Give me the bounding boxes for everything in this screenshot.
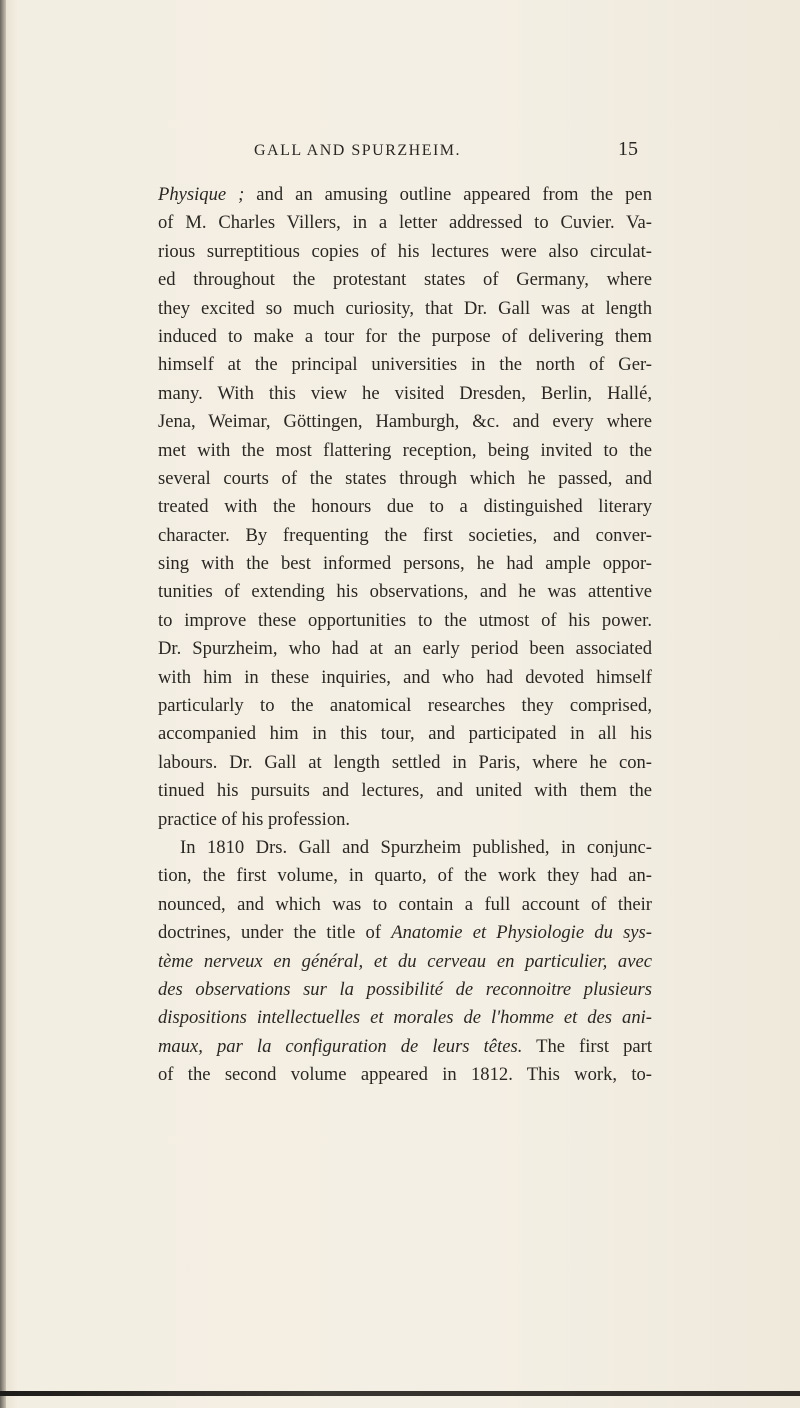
text-line (158, 777, 652, 805)
text-run: Jena, Weimar, Göttingen, Hamburgh, &c. and every where (158, 411, 652, 433)
text-line (158, 720, 652, 748)
text-line (158, 692, 652, 720)
text-run: particularly to the anatomical researches they comprised, (158, 695, 652, 717)
text-line (158, 465, 652, 493)
text-line (158, 323, 652, 351)
text-run: many. With this view he visited Dresden, Berlin, Hallé, (158, 382, 652, 404)
text-run: accompanied him in this tour, and participated in all his (158, 723, 652, 745)
text-line (158, 181, 652, 209)
page-spine-shadow (0, 0, 6, 1408)
text-line (158, 607, 652, 635)
text-run: and an amusing outline appeared from the pen (244, 184, 652, 205)
text-line (158, 493, 652, 521)
text-line (158, 834, 652, 862)
text-run: character. By frequenting the first societies, and conver- (158, 524, 652, 546)
text-run: of M. Charles Villers, in a letter addressed to Cuvier. Va- (158, 212, 652, 234)
text-run: met with the most flattering reception, being invited to the (158, 439, 652, 461)
text-line (158, 550, 652, 578)
text-run: treated with the honours due to a distinguished literary (158, 496, 652, 518)
text-run: tion, the first volume, in quarto, of the work they had an- (158, 865, 652, 887)
italic-text: dispositions intellectuelles et morales de l'homme et des ani- (158, 1007, 652, 1029)
text-line (158, 380, 652, 408)
page-header (254, 138, 654, 166)
text-line (158, 891, 652, 919)
text-run: tinued his pursuits and lectures, and united with them the (158, 780, 652, 802)
text-line (158, 522, 652, 550)
italic-text: Physique ; (158, 184, 245, 205)
text-run: to improve these opportunities to the utmost of his power. (158, 609, 652, 631)
text-run: The first part (522, 1035, 652, 1057)
italic-text: des observations sur la possibilité de reconnoitre plusieurs (158, 978, 652, 1000)
text-line (158, 1033, 652, 1061)
text-line (158, 578, 652, 606)
text-run: with him in these inquiries, and who had devoted himself (158, 666, 652, 688)
text-run: sing with the best informed persons, he had ample oppor- (158, 553, 652, 575)
text-run: ed throughout the protestant states of Germany, where (158, 269, 652, 291)
text-line (158, 862, 652, 890)
text-line (158, 635, 652, 663)
text-line (158, 976, 652, 1004)
text-run: of the second volume appeared in 1812. This work, to- (158, 1064, 652, 1086)
text-run: nounced, and which was to contain a full account of their (158, 893, 652, 915)
text-line (158, 664, 652, 692)
text-line (158, 948, 652, 976)
text-line (158, 437, 652, 465)
text-line (158, 806, 652, 834)
text-line (158, 295, 652, 323)
text-line (158, 209, 652, 237)
text-run: tunities of extending his observations, and he was attentive (158, 581, 652, 603)
text-line (158, 919, 652, 947)
text-line (158, 266, 652, 294)
text-run: they excited so much curiosity, that Dr. Gall was at length (158, 297, 652, 319)
running-title: GALL AND SPURZHEIM. (254, 142, 462, 159)
text-run: several courts of the states through which he passed, and (158, 467, 652, 489)
text-run: induced to make a tour for the purpose of delivering them (158, 325, 652, 347)
body-text (158, 181, 652, 1090)
text-run: rious surreptitious copies of his lectures were also circulat- (158, 240, 652, 262)
text-line (158, 408, 652, 436)
text-run: labours. Dr. Gall at length settled in Paris, where he con- (158, 751, 652, 773)
text-run: doctrines, under the title of (158, 922, 392, 944)
text-run: In 1810 Drs. Gall and Spurzheim published, in conjunc- (180, 836, 652, 858)
page-number: 15 (618, 138, 638, 160)
text-line (158, 238, 652, 266)
italic-text: maux, par la configuration de leurs têtes. (158, 1035, 523, 1057)
text-line (158, 749, 652, 777)
text-run: himself at the principal universities in the north of Ger- (158, 354, 652, 376)
italic-text: tème nerveux en général, et du cerveau en particulier, avec (158, 950, 652, 972)
bottom-edge-shadow (0, 1391, 800, 1396)
text-line (158, 351, 652, 379)
text-line (158, 1061, 652, 1089)
text-run: practice of his profession. (158, 808, 351, 830)
text-line (158, 1004, 652, 1032)
italic-text: Anatomie et Physiologie du sys- (391, 922, 652, 944)
text-run: Dr. Spurzheim, who had at an early period been associated (158, 638, 652, 660)
